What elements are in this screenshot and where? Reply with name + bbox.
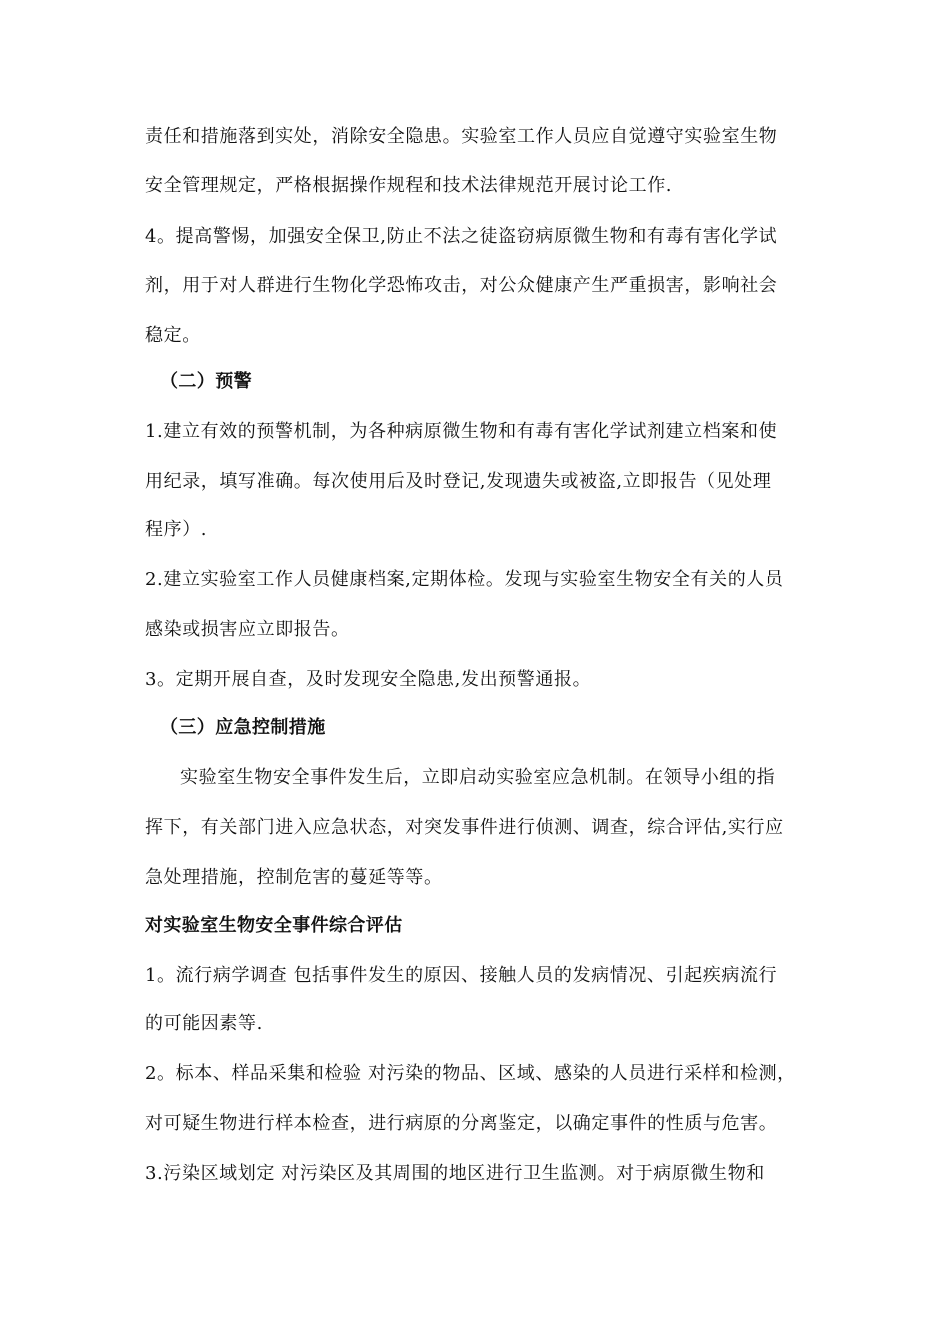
list-item-3: 3。定期开展自查，及时发现安全隐患,发出预警通报。 xyxy=(145,669,592,690)
section-heading-assessment: 对实验室生物安全事件综合评估 xyxy=(145,915,403,936)
list-item-4: 4。提高警惕，加强安全保卫,防止不法之徒盗窃病原微生物和有毒有害化学试 xyxy=(145,226,778,247)
list-item-3: 3.污染区域划定 对污染区及其周围的地区进行卫生监测。对于病原微生物和 xyxy=(145,1163,765,1184)
paragraph-line: 责任和措施落到实处，消除安全隐患。实验室工作人员应自觉遵守实验室生物 xyxy=(145,126,778,147)
list-item-2: 2。标本、样品采集和检验 对污染的物品、区域、感染的人员进行采样和检测， xyxy=(145,1063,796,1084)
paragraph-line: 程序）. xyxy=(145,519,208,540)
section-heading-emergency-control: （三）应急控制措施 xyxy=(160,717,326,738)
list-item-1: 1.建立有效的预警机制，为各种病原微生物和有毒有害化学试剂建立档案和使 xyxy=(145,421,778,442)
paragraph-line: 挥下，有关部门进入应急状态，对突发事件进行侦测、调查，综合评估,实行应 xyxy=(145,817,784,838)
paragraph-line: 实验室生物安全事件发生后，立即启动实验室应急机制。在领导小组的指 xyxy=(180,767,776,788)
paragraph-line: 的可能因素等. xyxy=(145,1013,263,1034)
section-heading-warning: （二）预警 xyxy=(160,371,252,392)
paragraph-line: 感染或损害应立即报告。 xyxy=(145,619,350,640)
list-item-1: 1。流行病学调查 包括事件发生的原因、接触人员的发病情况、引起疾病流行 xyxy=(145,965,778,986)
paragraph-line: 安全管理规定，严格根据操作规程和技术法律规范开展讨论工作. xyxy=(145,175,673,196)
paragraph-line: 用纪录，填写准确。每次使用后及时登记,发现遗失或被盗,立即报告（见处理 xyxy=(145,471,772,492)
paragraph-line: 稳定。 xyxy=(145,325,201,346)
paragraph-line: 急处理措施，控制危害的蔓延等等。 xyxy=(145,867,443,888)
paragraph-line: 对可疑生物进行样本检查，进行病原的分离鉴定，以确定事件的性质与危害。 xyxy=(145,1113,778,1134)
paragraph-line: 剂，用于对人群进行生物化学恐怖攻击，对公众健康产生严重损害，影响社会 xyxy=(145,275,778,296)
list-item-2: 2.建立实验室工作人员健康档案,定期体检。发现与实验室生物安全有关的人员 xyxy=(145,569,784,590)
